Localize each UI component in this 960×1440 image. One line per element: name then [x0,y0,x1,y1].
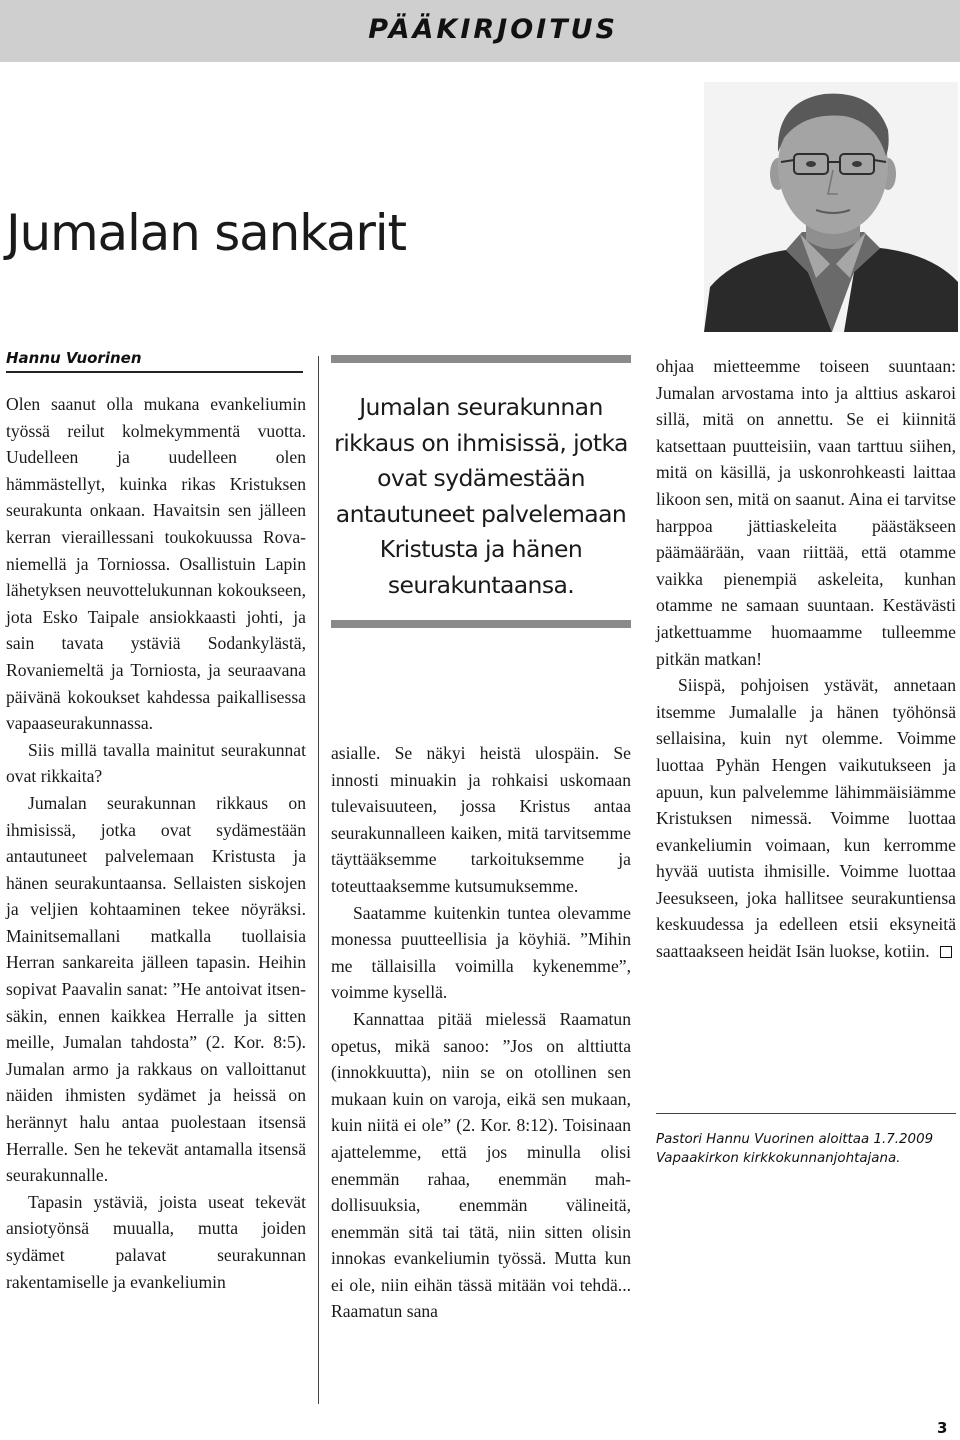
page-number: 3 [937,1419,948,1437]
end-of-article-icon [940,946,952,958]
section-label: PÄÄKIRJOITUS [368,14,618,45]
section-header-band [0,0,960,62]
article-column-1 [6,391,306,1295]
article-title: Jumalan sankarit [6,204,406,262]
column-divider [318,356,319,1404]
paragraph: Jumalan seurakunnan rikkaus on ihmisissä, jotka ovat sydämestään antautuneet palvelemaan Kristusta ja hänen seurakuntaansa. Sellaisten siskojen ja veljien kohtaaminen tekee nöyräksi. Mainitsemallani matkalla tuollaisia Herran sankareita jälleen tapasin. Heihin sopivat Paavalin sanat: ”He antoivat itsensäkin, ennen kaikkea Herralle ja sitten meille, Jumalan tahdosta” (2. Kor. 8:5). Jumalan armo ja rakkaus on valloittanut näiden ihmisten sydämet ja heissä on herännyt halu antaa puolestaan itsensä Herralle. Sen he tekevät antamalla itsensä seurakunnalle. [6,792,306,1186]
paragraph: Olen saanut olla mukana evankeliumin työssä reilut kolmekymmentä vuotta. Uudelleen ja uudelleen olen hämmästellyt, kuinka rikas Kristuksen seurakunta onkaan. Havaitsin sen jälleen kerran vieraillessani toukokuussa Rovaniemellä ja Torniossa. Osallistuin Lapin lähetyksen neuvottelukunnan kokoukseen, jota Esko Taipale ansiokkaasti johti, ja sain tavata ystäviä Sodankylästä, Rovaniemeltä ja Torniosta, ja seuraavana päivänä kokoukset kahdessa paikallisessa vapaaseurakunnassa. [6,394,306,734]
paragraph: ohjaa mietteemme toiseen suuntaan: Jumalan arvostama into ja alttius askaroi sillä, mitä on annettu. Se ei kiinnitä katsettaan puutteisiin, vaan tarttuu siihen, mitä on käsillä, ja uskonrohkeasti laittaa likoon sen, mitä on saanut. Aina ei tarvitse harppoa jättiaskeleita päästäkseen päämäärään, vaan riittää, että otamme vaikka pienempiä askeleita, kunhan otamme ne samaan suuntaan. Kestävästi jatkettuamme huomaamme tulleemme pitkän matkan! [656,356,956,669]
author-note-divider [656,1113,956,1114]
pull-quote-bottom-bar [331,620,631,628]
paragraph: Tapasin ystäviä, joista useat tekevät ansiotyönsä muualla, mutta joiden sydämet palavat seurakunnan rakentamiselle ja evankeliumin [6,1191,306,1292]
author-portrait [704,82,958,332]
paragraph-with-end-mark [656,672,956,965]
author-note: Pastori Hannu Vuorinen aloittaa 1.7.2009 Vapaakirkon kirkkokunnanjohtajana. [656,1132,934,1166]
byline-divider [6,371,303,373]
paragraph: asialle. Se näkyi heistä ulospäin. Se innosti minuakin ja rohkaisi uskomaan tulevaisuuteen, jossa Kristus antaa seurakunnalleen kaiken, mitä tarvitsemme täyttääksemme tarkoituksemme ja toteuttaaksemme kutsumuksemme. [331,743,631,896]
article-column-2 [331,740,631,1325]
paragraph: Siispä, pohjoisen ystävät, annetaan itsemme Jumalalle ja hänen työhönsä sellaisina, kuin nyt olemme. Voimme luottaa Pyhän Hengen vaikutukseen ja apuun, kun palvelemme lähimmäisiämme Kristuksen nimessä. Voimme luottaa evankeliumin voimaan, kun kerromme hyvää uutista ihmisille. Voimme luottaa Jeesukseen, joka hallitsee seurakuntiensa keskuudessa ja edelleen etsii eksyneitä saattaakseen heidät Isän luokse, kotiin. [656,675,956,962]
article-column-3 [656,353,956,965]
author-byline: Hannu Vuorinen [6,349,142,367]
author-portrait-image [704,82,958,332]
paragraph: Siis millä tavalla mainitut seurakunnat ovat rikkaita? [6,739,306,787]
paragraph: Saatamme kuitenkin tuntea olevamme monessa puutteellisia ja köyhiä. ”Mihin me tällaisilla voimilla kykenemme”, voimme kysellä. [331,902,631,1003]
pull-quote-top-bar [331,355,631,363]
pull-quote: Jumalan seurakunnan rikkaus on ihmisissä, jotka ovat sydämestään antautuneet palvelemaan Kristusta ja hänen seurakuntaansa. [334,393,628,599]
paragraph: Kannattaa pitää mielessä Raamatun opetus, mikä sanoo: ”Jos on alttiutta (innokkuutta), niin se on otollinen sen mukaan kuin on varoja, eikä sen mukaan, kuin niitä ei ole” (2. Kor. 8:12). Toisinaan ajattelemme, että jos minulla olisi enemmän rahaa, enemmän mahdollisuuksia, enemmän välineitä, enemmän sitä tai tätä, niin sitten olisin innokas evankeliumin työssä. Mutta kun ei ole, niin eihän tässä mitään voi tehdä... Raamatun sana [331,1008,631,1322]
